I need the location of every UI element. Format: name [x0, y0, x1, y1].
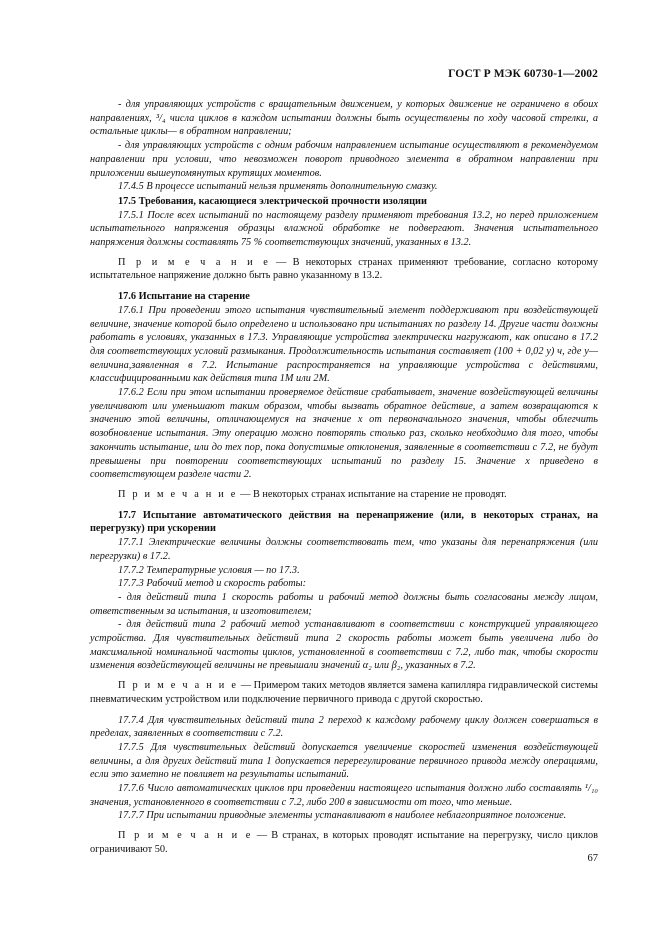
clause-paragraph: 17.5.1 После всех испытаний по настоящему разделу применяют требования 13.2, но перед приложением испытательного напряжения образцы влажной обработке не подвергают. Значения испытательного напряжения должны составлять 75 % соответствующих значений, указанных в 13.2.	[90, 209, 598, 249]
note-label: П р и м е ч а н и е	[118, 488, 238, 500]
clause-paragraph: 17.7.3 Рабочий метод и скорость работы:	[118, 578, 307, 590]
clause-paragraph: 17.6.1 При проведении этого испытания чувствительный элемент поддерживают при воздействующей величине, значение которой было определено и использовано при испытаниях по разделу 14. Другие части должны работать в условиях, указанных в 17.3. Управляющие устройства электрически нагружают, как описано в 17.2 для соответствующих условий размыкания. Продолжительность испытания составляет (100 + 0,02 y) ч, где y— величина,заявленная в 7.2. Испытание распространяется на управляющие устройства с действиями, классифицированными как действия типа 1М или 2М.	[90, 304, 598, 385]
clause-paragraph: 17.7.1 Электрические величины должны соответствовать тем, что указаны для перенапряжения (или перегрузки) в 17.2.	[90, 537, 598, 562]
note-paragraph	[90, 679, 598, 706]
note-label: П р и м е ч а н и е	[118, 256, 270, 268]
note-label: П р и м е ч а н и е	[118, 830, 253, 842]
list-item-paragraph: - для действий типа 2 рабочий метод устанавливают в соответствии с конструкцией управляющего устройства. Для чувствительных действий типа 2 скорость работы может быть увеличена либо до максимальной номинальной частоты циклов, установленной в соответствии с 7.2, либо так, чтобы скорости изменения воздействующей величины не превышали значений α₂ или β₂, указанных в 7.2.	[90, 619, 598, 672]
clause-paragraph: 17.6.2 Если при этом испытании проверяемое действие срабатывает, значение воздействующей величины увеличивают или уменьшают таким образом, чтобы вызвать обратное действие, а затем возвращаются к значению этой величины, отличающемуся на значение x от первоначального значения, чтобы облегчить возобновление испытания. Эту операцию можно повторять столько раз, сколько необходимо для того, чтобы закончить испытание, или до тех пор, пока допустимые отклонения, заявленные в соответствии с 7.2, не будут превышены при повторении соответствующих испытаний по разделу 15. Значение x приведено в соответствующем разделе части 2.	[90, 387, 598, 481]
list-item-paragraph: - для управляющих устройств с одним рабочим направлением испытание осуществляют в рекомендуемом направлении при условии, что невозможен поворот приводного элемента в обратном направлении при приложении вышеупомянутых крутящих моментов.	[90, 140, 598, 179]
list-item-paragraph: - для действий типа 1 скорость работы и рабочий метод должны быть согласованы между лицом, ответственным за испытания, и изготовителем;	[90, 591, 598, 617]
note-text: — В некоторых странах испытание на старение не проводят.	[237, 488, 507, 500]
note-text: — В странах, в которых проводят испытание на перегрузку, число циклов ограничивают 50.	[90, 830, 598, 855]
note-paragraph	[90, 256, 598, 283]
clause-paragraph: 17.7.4 Для чувствительных действий типа 2 переход к каждому рабочему циклу должен совершаться в пределах, заявленных в соответствии с 7.2.	[90, 714, 598, 740]
list-item-paragraph: - для управляющих устройств с вращательным движением, у которых движение не ограничено в обоих направлениях, ³/₄ числа циклов в каждом испытании должны быть осуществлены по ходу часовой стрелки, а остальные циклы— в обратном направлении;	[90, 99, 598, 138]
section-heading: 17.7 Испытание автоматического действия на перенапряжение (или, в некоторых странах, на перегрузку) при ускорении	[90, 509, 598, 535]
section-heading: 17.5 Требования, касающиеся электрической прочности изоляции	[118, 195, 427, 207]
clause-paragraph: 17.7.7 При испытании приводные элементы устанавливают в наиболее неблагоприятное положение.	[118, 810, 567, 822]
clause-paragraph: 17.4.5 В процессе испытаний нельзя применять дополнительную смазку.	[118, 181, 438, 193]
note-text: — Примером таких методов является замена капилляра гидравлической системы пневматическим устройством или подключение первичного привода с другой скоростью.	[90, 680, 598, 705]
section-heading: 17.6 Испытание на старение	[118, 291, 250, 303]
note-label: П р и м е ч а н и е	[118, 680, 239, 692]
clause-paragraph: 17.7.5 Для чувствительных действий допускается увеличение скоростей изменения воздействующей величины, а для других действий типа 1 допускается перерегулирование первичного привода между операциями, если это заметно не повлияет на результаты испытаний.	[90, 741, 598, 781]
note-paragraph	[90, 829, 598, 856]
note-paragraph	[90, 488, 598, 502]
document-body	[90, 98, 598, 864]
clause-paragraph: 17.7.6 Число автоматических циклов при проведении настоящего испытания должно либо составлять ¹/₁₀ значения, установленного в соответствии с 7.2, либо 200 в зависимости от того, что меньше.	[90, 783, 598, 808]
note-text: — В некоторых странах применяют требование, согласно которому испытательное напряжение должно быть равно указанному в 13.2.	[90, 256, 598, 282]
page-number: 67	[587, 853, 598, 864]
document-code-header: ГОСТ Р МЭК 60730-1—2002	[448, 68, 598, 80]
clause-paragraph: 17.7.2 Температурные условия — по 17.3.	[118, 564, 300, 576]
